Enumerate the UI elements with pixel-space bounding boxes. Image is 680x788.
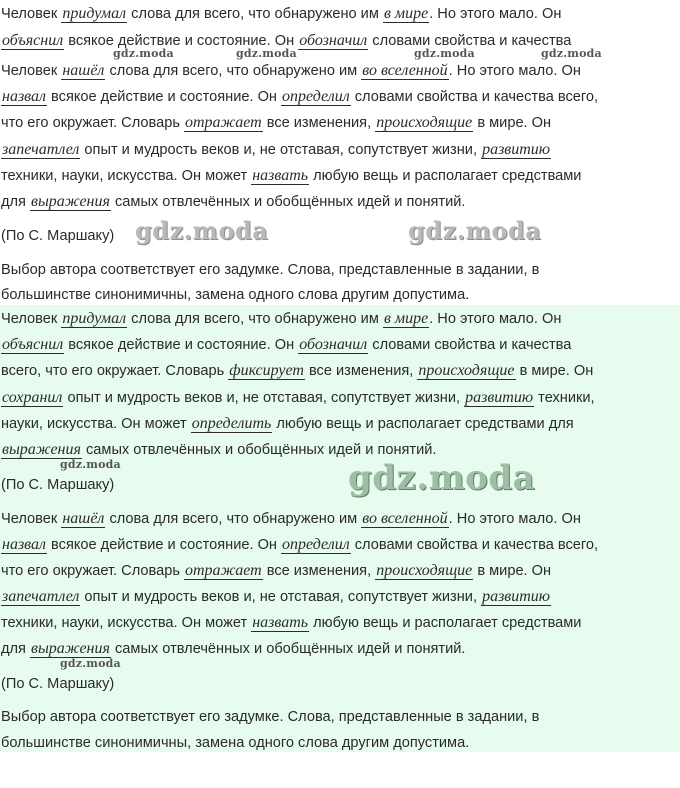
note-line: Выбор автора соответствует его задумке. Слова, представленные в задании, в: [1, 262, 540, 278]
underlined-word: запечатлел: [2, 588, 80, 605]
underlined-word: происходящие: [376, 562, 473, 579]
underlined-word: определить: [191, 415, 272, 432]
underlined-word: обозначил: [299, 336, 368, 353]
underlined-word: во вселенной: [362, 62, 448, 79]
underlined-word: развитию: [482, 588, 551, 605]
underlined-word: в мире: [383, 5, 429, 22]
underlined-word: происходящие: [418, 362, 515, 379]
underlined-word: нашёл: [62, 510, 105, 527]
text-line: Человек нашёл слова для всего, что обнаружено им во вселенной. Но этого мало. Он: [1, 510, 581, 527]
underlined-word: определил: [282, 536, 350, 553]
text-line: Человек нашёл слова для всего, что обнаружено им во вселенной. Но этого мало. Он: [1, 62, 581, 79]
underlined-word: отражает: [185, 114, 262, 131]
text-line: техники, науки, искусства. Он может назвать любую вещь и располагает средствами: [1, 614, 582, 631]
text-line: техники, науки, искусства. Он может назвать любую вещь и располагает средствами: [1, 167, 582, 184]
underlined-word: выражения: [31, 640, 110, 657]
text-line: запечатлел опыт и мудрость веков и, не отставая, сопутствует жизни, развитию: [2, 141, 551, 158]
text-line: запечатлел опыт и мудрость веков и, не отставая, сопутствует жизни, развитию: [2, 588, 551, 605]
watermark-logo: gdz.moda: [408, 216, 542, 245]
text-line: науки, искусства. Он может определить любую вещь и располагает средствами для: [1, 415, 574, 432]
text-line: для выражения самых отвлечённых и обобщённых идей и понятий.: [1, 193, 466, 210]
underlined-word: определил: [282, 88, 350, 105]
attribution: (По С. Маршаку): [1, 228, 115, 244]
text-line: что его окружает. Словарь отражает все изменения, происходящие в мире. Он: [1, 114, 552, 131]
underlined-word: нашёл: [62, 62, 105, 79]
watermark-logo: gdz.moda: [236, 47, 297, 60]
attribution: (По С. Маршаку): [1, 676, 115, 692]
text-line: объяснил всякое действие и состояние. Он обозначил словами свойства и качества: [2, 336, 572, 353]
watermark-logo: gdz.moda: [60, 458, 121, 471]
underlined-word: назвать: [252, 614, 309, 631]
underlined-word: придумал: [62, 5, 127, 22]
text-line: для выражения самых отвлечённых и обобщённых идей и понятий.: [1, 640, 466, 657]
text-line: назвал всякое действие и состояние. Он определил словами свойства и качества всего,: [2, 536, 599, 553]
note-line: большинстве синонимичны, замена одного слова другим допустима.: [1, 735, 470, 751]
text-line: объяснил всякое действие и состояние. Он обозначил словами свойства и качества: [2, 32, 572, 49]
underlined-word: запечатлел: [2, 141, 80, 158]
text-line: Человек придумал слова для всего, что обнаружено им в мире. Но этого мало. Он: [1, 310, 562, 327]
watermark-logo: gdz.moda: [414, 47, 475, 60]
underlined-word: развитию: [482, 141, 551, 158]
underlined-word: назвал: [2, 536, 46, 553]
underlined-word: назвать: [252, 167, 309, 184]
text-line: Человек придумал слова для всего, что обнаружено им в мире. Но этого мало. Он: [1, 5, 562, 22]
underlined-word: обозначил: [299, 32, 368, 49]
underlined-word: объяснил: [2, 32, 64, 49]
text-line: выражения самых отвлечённых и обобщённых идей и понятий.: [2, 441, 437, 458]
attribution: (По С. Маршаку): [1, 477, 115, 493]
text-line: назвал всякое действие и состояние. Он определил словами свойства и качества всего,: [2, 88, 599, 105]
underlined-word: объяснил: [2, 336, 64, 353]
underlined-word: развитию: [465, 389, 534, 406]
note-line: Выбор автора соответствует его задумке. Слова, представленные в задании, в: [1, 709, 540, 725]
watermark-logo: gdz.moda: [60, 657, 121, 670]
underlined-word: фиксирует: [229, 362, 304, 379]
watermark-logo: gdz.moda: [135, 216, 269, 245]
text-line: что его окружает. Словарь отражает все изменения, происходящие в мире. Он: [1, 562, 552, 579]
watermark-logo: gdz.moda: [348, 458, 536, 498]
underlined-word: придумал: [62, 310, 127, 327]
underlined-word: во вселенной: [362, 510, 448, 527]
note-line: большинстве синонимичны, замена одного слова другим допустима.: [1, 287, 470, 303]
underlined-word: выражения: [2, 441, 81, 458]
underlined-word: в мире: [383, 310, 429, 327]
watermark-logo: gdz.moda: [541, 47, 602, 60]
text-line: всего, что его окружает. Словарь фиксирует все изменения, происходящие в мире. Он: [1, 362, 594, 379]
underlined-word: назвал: [2, 88, 46, 105]
text-line: сохранил опыт и мудрость веков и, не отставая, сопутствует жизни, развитию техники,: [2, 389, 595, 406]
underlined-word: выражения: [31, 193, 110, 210]
underlined-word: происходящие: [376, 114, 473, 131]
watermark-logo: gdz.moda: [113, 47, 174, 60]
underlined-word: отражает: [185, 562, 262, 579]
underlined-word: сохранил: [2, 389, 63, 406]
